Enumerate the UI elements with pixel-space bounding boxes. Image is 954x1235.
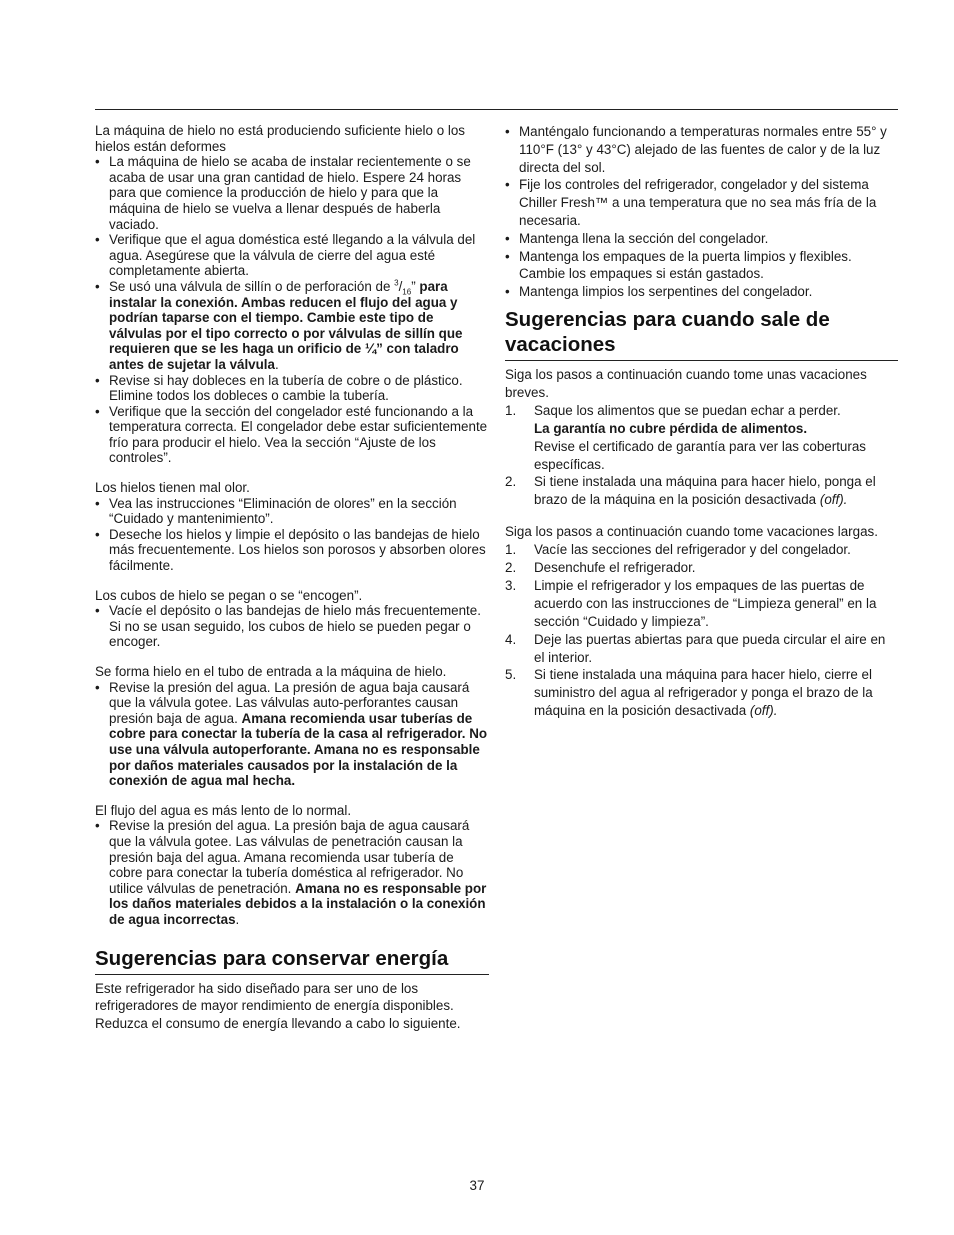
list-item: • Verifique que la sección del congelador esté funcionando a la temperatura correcta. El congelador debe estar suficientemente frío para producir el hielo. Vea la sección “Ajuste de los controles”.: [95, 404, 489, 466]
energy-heading: Sugerencias para conservar energía: [95, 946, 489, 975]
bold-warning: La garantía no cubre pérdida de alimentos.: [534, 420, 808, 436]
text: Vacíe las secciones del refrigerador y del congelador.: [534, 542, 851, 558]
step-number: 1.: [505, 542, 517, 558]
issue-bad-odor-list: [95, 496, 489, 574]
list-item: [95, 279, 489, 373]
text: Se usó una válvula de sillín o de perforación de: [109, 278, 395, 294]
issue-title-slow-flow: El flujo del agua es más lento de lo normal.: [95, 802, 352, 818]
issue-title-bad-odor: Los hielos tienen mal olor.: [95, 480, 250, 496]
list-item: [505, 577, 898, 631]
text: Desenchufe el refrigerador.: [534, 560, 696, 576]
step-number: 1.: [505, 402, 517, 418]
step-number: 4.: [505, 631, 517, 647]
energy-tips-list: [505, 123, 898, 301]
issue-title-ice-quantity: La máquina de hielo no está produciendo suficiente hielo o los hielos están deformes: [95, 123, 465, 154]
text: Limpie el refrigerador y los empaques de las puertas de acuerdo con las instrucciones de “Limpieza general” en la sección “Cuidado y limpieza”.: [534, 577, 877, 629]
vacation-heading: Sugerencias para cuando sale de vacaciones: [505, 307, 898, 361]
text: Si tiene instalada una máquina para hacer hielo, cierre el suministro del agua al refrigerador y ponga el brazo de la máquina en la posición desactivada: [534, 667, 873, 719]
list-item: [95, 680, 489, 789]
issue-title-inlet-ice: Se forma hielo en el tubo de entrada a la máquina de hielo.: [95, 664, 447, 679]
list-item: [505, 631, 898, 667]
top-rule: [95, 109, 898, 110]
text: Deje las puertas abiertas para que pueda circular el aire en el interior.: [534, 631, 886, 665]
quote-mark: ”: [411, 278, 416, 294]
italic-text: (off).: [819, 492, 848, 508]
short-vacation-intro: Siga los pasos a continuación cuando tome unas vacaciones breves.: [505, 366, 867, 400]
step-number: 2.: [505, 560, 517, 576]
long-vacation-steps: [505, 541, 898, 720]
list-item: • Fije los controles del refrigerador, congelador y del sistema Chiller Fresh™ a una temperatura que no sea más fría de la necesaria.: [505, 176, 898, 229]
bold-warning: para instalar la conexión. Ambas reducen el flujo del agua y podrían taparse con el tiempo. Cambie este tipo de válvulas por el tipo correcto o por válvulas de sillín que requieren que se les haga un orificio de ¼” con taladro antes de sujetar la válvula: [109, 278, 463, 372]
text: Revise la presión del agua. La presión baja de agua causará que la válvula gotee. Las válvulas de penetración causan la presión baja del agua. Amana recomienda usar tubería de cobre para conectar la tubería doméstica al refrigerador. No utilice válvulas de penetración.: [109, 818, 470, 896]
bold-warning: Amana recomienda usar tuberías de cobre para conectar la tubería de la casa al refrigerador. No use una válvula autoperforante. Amana no es responsable por daños materiales causados por la instalación de la conexión de agua mal hecha.: [109, 710, 488, 789]
list-item: • Vacíe el depósito o las bandejas de hielo más frecuentemente. Si no se usan seguido, los cubos de hielo se pueden pegar o encoger.: [95, 603, 489, 650]
bold-warning: Amana no es responsable por los daños materiales debidos a la instalación o la conexión de agua incorrectas: [109, 880, 487, 927]
list-item: • Mantenga llena la sección del congelador.: [505, 230, 898, 248]
issue-slow-flow-list: [95, 818, 489, 927]
list-item: • La máquina de hielo se acaba de instalar recientemente o se acaba de usar una gran cantidad de hielo. Espere 24 horas para que comience la producción de hielo y para que la máquina de hielo se vuelva a llenar después de haberla vaciado.: [95, 154, 489, 232]
list-item: [505, 402, 898, 474]
list-item: [505, 559, 898, 577]
left-column: [95, 123, 489, 1032]
list-item: [505, 666, 898, 720]
issue-cubes-stick-list: [95, 603, 489, 650]
text: Si tiene instalada una máquina para hacer hielo, ponga el brazo de la máquina en la posición desactivada: [534, 474, 876, 508]
text: Revise la presión del agua. La presión de agua baja causará que la válvula gotee. Las válvulas auto-perforantes causan presión baja de agua.: [109, 679, 470, 726]
list-item: • Revise si hay dobleces en la tubería de cobre o de plástico. Elimine todos los dobleces o cambie la tubería.: [95, 373, 489, 404]
italic-text: (off).: [749, 703, 778, 719]
list-item: [505, 473, 898, 509]
short-vacation-steps: [505, 402, 898, 509]
step-number: 3.: [505, 577, 517, 593]
text: .: [274, 356, 279, 372]
issue-inlet-ice-list: [95, 680, 489, 789]
list-item: [95, 818, 489, 927]
text: .: [235, 911, 240, 927]
energy-intro: Este refrigerador ha sido diseñado para ser uno de los refrigeradores de mayor rendimiento de energía disponibles. Reduzca el consumo de energía llevando a cabo lo siguiente.: [95, 980, 461, 1031]
text: Revise el certificado de garantía para ver las coberturas específicas.: [534, 438, 866, 472]
list-item: • Manténgalo funcionando a temperaturas normales entre 55° y 110°F (13° y 43°C) alejado de las fuentes de calor y de la luz directa del sol.: [505, 123, 898, 176]
fraction-numerator: 3: [394, 278, 399, 288]
list-item: • Mantenga limpios los serpentines del congelador.: [505, 283, 898, 301]
text: Saque los alimentos que se puedan echar a perder.: [534, 402, 841, 418]
step-number: 2.: [505, 474, 517, 490]
list-item: • Deseche los hielos y limpie el depósito o las bandejas de hielo más frecuentemente. Los hielos son porosos y absorben olores fácilmente.: [95, 527, 489, 574]
long-vacation-intro: Siga los pasos a continuación cuando tome vacaciones largas.: [505, 524, 878, 540]
vacation-body: [505, 366, 898, 720]
issue-title-cubes-stick: Los cubos de hielo se pegan o se “encogen”.: [95, 587, 363, 603]
right-column: [505, 123, 898, 720]
fraction-denominator: 16: [402, 287, 412, 297]
fraction-slash: /: [398, 278, 403, 294]
step-number: 5.: [505, 667, 517, 683]
list-item: [505, 541, 898, 559]
issue-ice-quantity-list: [95, 154, 489, 466]
list-item: • Vea las instrucciones “Eliminación de olores” en la sección “Cuidado y mantenimiento”.: [95, 496, 489, 527]
list-item: • Mantenga los empaques de la puerta limpios y flexibles. Cambie los empaques si están gastados.: [505, 248, 898, 284]
page-number: 37: [469, 1178, 485, 1193]
list-item: • Verifique que el agua doméstica esté llegando a la válvula del agua. Asegúrese que la válvula de cierre del agua esté completamente abierta.: [95, 232, 489, 279]
